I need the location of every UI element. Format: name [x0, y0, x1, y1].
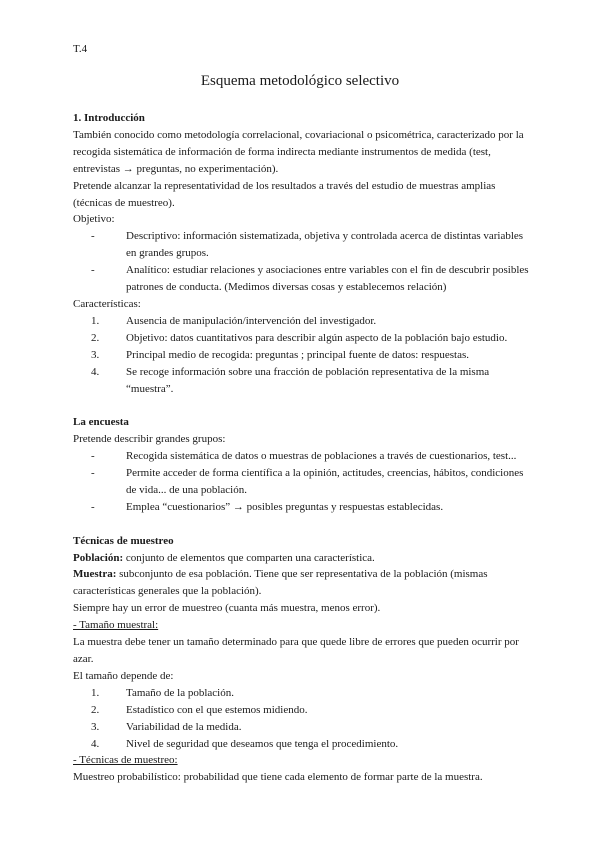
section-introduccion	[73, 110, 535, 397]
list-item: - Recogida sistemática de datos o muestras de poblaciones a través de cuestionarios, test...	[91, 450, 517, 463]
list-item: 1. Tamaño de la población.	[91, 686, 234, 699]
paragraph: La muestra debe tener un tamaño determinado para que quede libre de errores que pueden ocurrir por azar.	[73, 636, 519, 665]
list-item: 4. Nivel de seguridad que deseamos que tenga el procedimiento.	[91, 737, 399, 750]
definition-poblacion: Población: conjunto de elementos que comparten una característica.	[73, 551, 375, 564]
list-item: 4. Se recoge información sobre una fracción de población representativa de la misma “muestra”.	[91, 365, 490, 395]
list-item: 2. Objetivo: datos cuantitativos para describir algún aspecto de la población bajo estudio.	[91, 331, 508, 344]
list-item: 1. Ausencia de manipulación/intervención del investigador.	[91, 314, 377, 327]
subheading: - Técnicas de muestreo:	[73, 754, 178, 767]
list-label: Objetivo:	[73, 213, 115, 226]
list-item: 2. Estadístico con el que estemos midiendo.	[91, 703, 308, 716]
section-heading: 1. Introducción	[73, 112, 145, 124]
document-body	[73, 110, 535, 786]
page-title: Esquema metodológico selectivo	[200, 73, 400, 89]
dash-marker: -	[91, 230, 95, 243]
section-encuesta	[73, 414, 535, 515]
list-label: Características:	[73, 297, 141, 310]
page-header-tag: T.4	[73, 43, 88, 55]
list-item: - Emplea “cuestionarios” → posibles preguntas y respuestas establecidas.	[91, 500, 444, 513]
paragraph: Muestreo probabilístico: probabilidad que tiene cada elemento de formar parte de la muestra.	[73, 771, 483, 784]
list-item: 3. Variabilidad de la medida.	[91, 720, 242, 733]
subheading: - Tamaño muestral:	[73, 619, 159, 632]
list-item: - Permite acceder de forma científica a la opinión, actitudes, creencias, hábitos, condiciones de vida... de una población.	[91, 467, 524, 496]
section-tecnicas-muestreo	[73, 533, 535, 787]
caracteristicas-list	[73, 313, 535, 398]
section-heading: La encuesta	[73, 416, 129, 429]
list-label: El tamaño depende de:	[73, 669, 174, 682]
paragraph: También conocido como metodología correlacional, covariacional o psicométrica, caracterizado por la recogida sistemática de información de forma indirecta mediante instrumentos de medida (test, entrevistas → preguntas, no experimentación).	[73, 128, 524, 175]
dash-marker: -	[91, 264, 95, 277]
paragraph: Pretende alcanzar la representatividad de los resultados a través del estudio de muestras amplias (técnicas de muestreo).	[73, 179, 496, 209]
list-item: - Descriptivo: información sistematizada, objetiva y controlada acerca de distintas variables en grandes grupos.	[91, 230, 524, 260]
section-heading: Técnicas de muestreo	[73, 534, 174, 547]
list-item: 3. Principal medio de recogida: preguntas ; principal fuente de datos: respuestas.	[91, 348, 470, 361]
depende-list	[73, 685, 535, 753]
objetivo-list	[73, 228, 535, 296]
definition-muestra: Muestra: subconjunto de esa población. Tiene que ser representativa de la población (mismas características generales que la población).	[73, 568, 488, 598]
paragraph: Siempre hay un error de muestreo (cuanta más muestra, menos error).	[73, 602, 381, 615]
list-item: - Analítico: estudiar relaciones y asociaciones entre variables con el fin de descubrir posibles patrones de conducta. (Medimos diversas cosas y establecemos relación)	[91, 264, 529, 294]
encuesta-list	[73, 448, 535, 516]
paragraph: Pretende describir grandes grupos:	[73, 433, 226, 446]
